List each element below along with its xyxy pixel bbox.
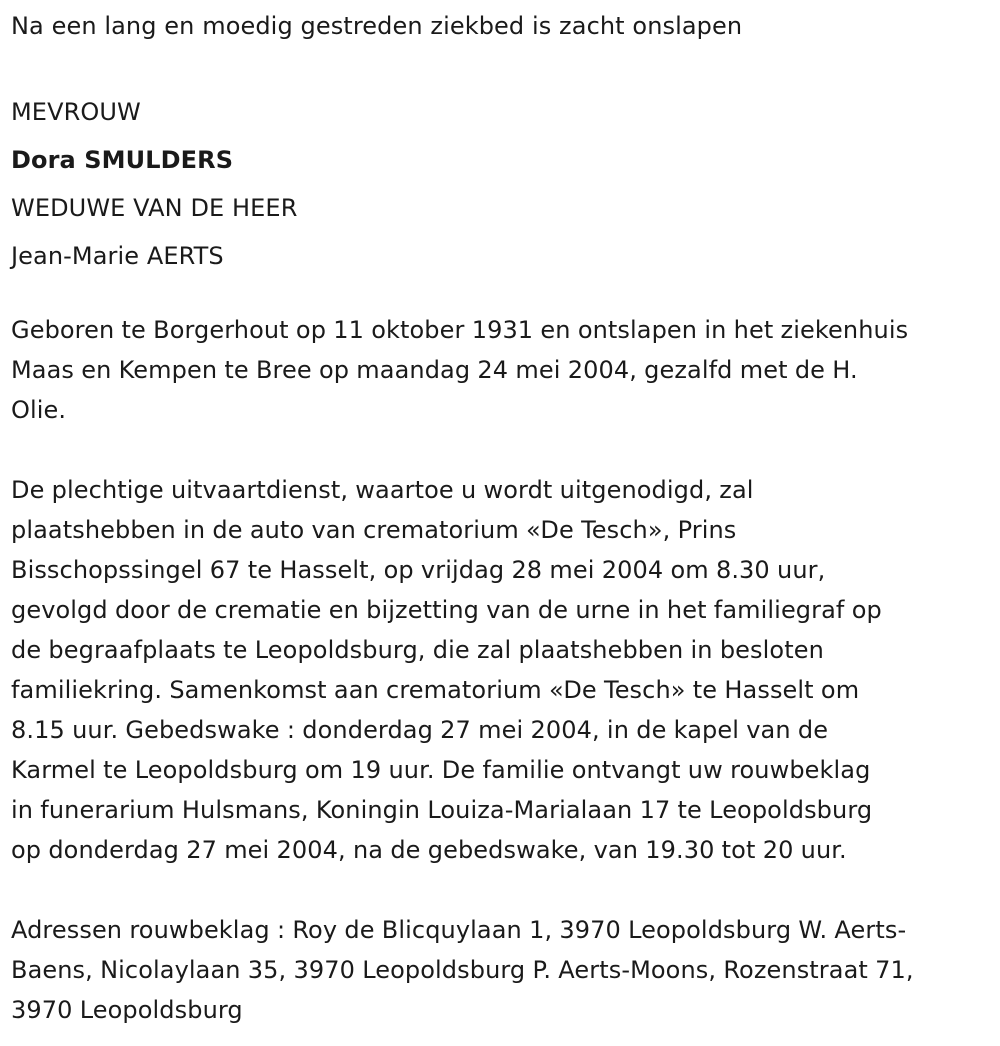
spouse-name: Jean-Marie AERTS bbox=[11, 242, 224, 270]
paragraph-line: 3970 Leopoldsburg bbox=[11, 996, 243, 1024]
paragraph-line: De plechtige uitvaartdienst, waartoe u wordt uitgenodigd, zal bbox=[11, 476, 754, 504]
paragraph-line: Baens, Nicolaylaan 35, 3970 Leopoldsburg P. Aerts-Moons, Rozenstraat 71, bbox=[11, 956, 914, 984]
service-paragraph bbox=[11, 470, 882, 870]
paragraph-line: Bisschopssingel 67 te Hasselt, op vrijdag 28 mei 2004 om 8.30 uur, bbox=[11, 556, 826, 584]
paragraph-line: gevolgd door de crematie en bijzetting van de urne in het familiegraf op bbox=[11, 596, 882, 624]
address-paragraph bbox=[11, 910, 914, 1030]
paragraph-line: Olie. bbox=[11, 396, 67, 424]
paragraph-line: Karmel te Leopoldsburg om 19 uur. De familie ontvangt uw rouwbeklag bbox=[11, 756, 871, 784]
paragraph-line: Adressen rouwbeklag : Roy de Blicquylaan 1, 3970 Leopoldsburg W. Aerts- bbox=[11, 916, 907, 944]
paragraph-line: Maas en Kempen te Bree op maandag 24 mei 2004, gezalfd met de H. bbox=[11, 356, 858, 384]
deceased-name: Dora SMULDERS bbox=[11, 146, 234, 174]
paragraph-line: 8.15 uur. Gebedswake : donderdag 27 mei 2004, in de kapel van de bbox=[11, 716, 829, 744]
paragraph-line: plaatshebben in de auto van crematorium «De Tesch», Prins bbox=[11, 516, 737, 544]
intro-text: Na een lang en moedig gestreden ziekbed is zacht onslapen bbox=[11, 12, 743, 40]
paragraph-line: de begraafplaats te Leopoldsburg, die zal plaatshebben in besloten bbox=[11, 636, 824, 664]
paragraph-line: op donderdag 27 mei 2004, na de gebedswake, van 19.30 tot 20 uur. bbox=[11, 836, 847, 864]
paragraph-line: in funerarium Hulsmans, Koningin Louiza-Marialaan 17 te Leopoldsburg bbox=[11, 796, 873, 824]
name-block bbox=[11, 88, 297, 280]
title-prefix: MEVROUW bbox=[11, 98, 141, 126]
relation-label: WEDUWE VAN DE HEER bbox=[11, 194, 298, 222]
paragraph-line: familiekring. Samenkomst aan crematorium «De Tesch» te Hasselt om bbox=[11, 676, 860, 704]
birth-paragraph bbox=[11, 310, 908, 430]
intro-line bbox=[11, 8, 742, 44]
paragraph-line: Geboren te Borgerhout op 11 oktober 1931 en ontslapen in het ziekenhuis bbox=[11, 316, 909, 344]
